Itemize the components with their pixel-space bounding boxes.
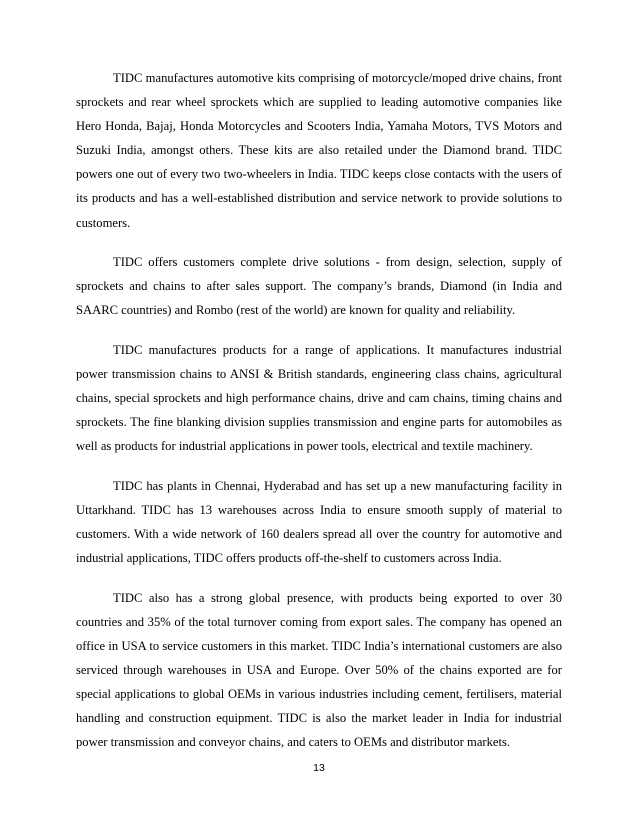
paragraph-automotive-kits: TIDC manufactures automotive kits comprising of motorcycle/moped drive chains, front sprockets and rear wheel sprockets which are supplied to leading automotive companies like Hero Honda, Bajaj, Honda Motorcycles and Scooters India, Yamaha Motors, TVS Motors and Suzuki India, amongst others. These kits are also retailed under the Diamond brand. TIDC powers one out of every two two-wheelers in India. TIDC keeps close contacts with the users of its products and has a well-established distribution and service network to provide solutions to customers. <box>76 71 562 230</box>
paragraph-drive-solutions: TIDC offers customers complete drive solutions - from design, selection, supply of sprockets and chains to after sales support. The company’s brands, Diamond (in India and SAARC countries) and Rombo (rest of the world) are known for quality and reliability. <box>76 255 562 318</box>
paragraph-plants: TIDC has plants in Chennai, Hyderabad and has set up a new manufacturing facility in Uttarkhand. TIDC has 13 warehouses across India to ensure smooth supply of material to customers. With a wide network of 160 dealers spread all over the country for automotive and industrial applications, TIDC offers products off-the-shelf to customers across India. <box>76 478 562 566</box>
paragraph-global-presence: TIDC also has a strong global presence, with products being exported to over 30 countries and 35% of the total turnover coming from export sales. The company has opened an office in USA to service customers in this market. TIDC India’s international customers are also serviced through warehouses in USA and Europe. Over 50% of the chains exported are for special applications to global OEMs in various industries including cement, fertilisers, material handling and construction equipment. TIDC is also the market leader in India for industrial power transmission and conveyor chains, and caters to OEMs and distributor markets. <box>76 590 562 750</box>
paragraph-applications: TIDC manufactures products for a range of applications. It manufactures industrial power transmission chains to ANSI & British standards, engineering class chains, agricultural chains, special sprockets and high performance chains, drive and cam chains, timing chains and sprockets. The fine blanking division supplies transmission and engine parts for automobiles as well as products for industrial applications in power tools, electrical and textile machinery. <box>76 342 562 454</box>
document-body <box>76 66 562 770</box>
page-number: 13 <box>313 762 325 774</box>
